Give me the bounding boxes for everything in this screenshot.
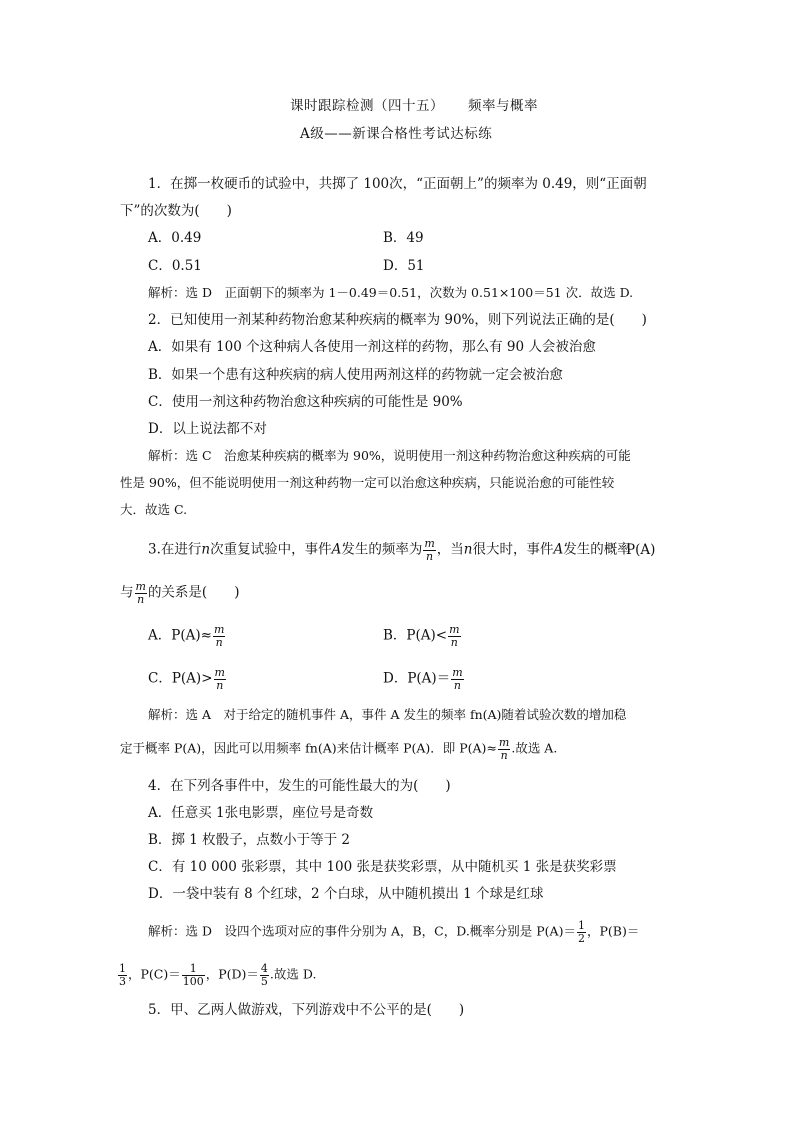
q2-option-b: B．如果一个患有这种疾病的病人使用两剂这样的药物就一定会被治愈	[148, 367, 563, 383]
solution-text: ，P(B)＝	[586, 923, 640, 939]
q2-solution-line3: 大．故选 C.	[120, 502, 188, 517]
solution-text: .故选 D.	[269, 966, 317, 982]
q4-stem: 4．在下列各事件中，发生的可能性最大的为( )	[148, 778, 451, 794]
fraction-denominator: n	[215, 635, 223, 649]
q3-solution-line2	[120, 737, 557, 761]
q1-solution: 解析：选 D 正面朝下的频率为 1－0.49＝0.51，次数为 0.51×100＝51 次．故选 D.	[148, 285, 634, 300]
fraction-denominator: n	[216, 678, 224, 692]
fraction-denominator: 3	[119, 974, 126, 988]
q3-text: 很大时，事件	[472, 541, 554, 558]
q1-stem-line1: 1．在掷一枚硬币的试验中，共掷了 100次，“正面朝上”的频率为 0.49，则“正面朝	[148, 176, 647, 192]
fraction-denominator: n	[450, 635, 458, 649]
q3-pa-label: P(A)	[626, 542, 656, 558]
q3-text: 的关系是( )	[147, 584, 240, 601]
fraction-numerator: m	[213, 623, 225, 636]
fraction-numerator: m	[498, 736, 510, 749]
q3-option-b	[383, 624, 462, 648]
fraction-numerator: m	[452, 666, 463, 679]
q3-option-a	[148, 624, 226, 648]
option-label: D．P(A)＝	[383, 670, 451, 687]
q2-option-d: D．以上说法都不对	[148, 421, 267, 437]
fraction-numerator: 1	[182, 963, 205, 976]
option-label: C．P(A)>	[148, 670, 213, 687]
q3-fraction-m-over-n	[451, 667, 463, 691]
q3-fraction-m-over-n	[498, 737, 510, 761]
q3-stem-line1	[148, 538, 631, 562]
q3-var-a: A	[553, 541, 564, 558]
topic-text: 频率与概率	[468, 98, 538, 114]
q3-fraction-m-over-n	[448, 624, 460, 648]
q5-stem: 5．甲、乙两人做游戏，下列游戏中不公平的是( )	[148, 1002, 465, 1018]
fraction-numerator: m	[449, 623, 460, 636]
q3-fraction-m-over-n	[213, 624, 225, 648]
q2-stem: 2．已知使用一剂某种药物治愈某种疾病的概率为 90%，则下列说法正确的是( )	[148, 312, 647, 328]
q4-solution-line2	[117, 963, 316, 987]
q1-option-a: A．0.49	[148, 230, 202, 246]
fraction-denominator: 100	[182, 974, 204, 988]
q4-option-c: C．有 10 000 张彩票，其中 100 张是获奖彩票，从中随机买 1 张是获奖彩票	[148, 859, 617, 875]
solution-text: 定于概率 P(A)，因此可以用频率 fn(A)来估计概率 P(A)．即 P(A)≈	[120, 740, 497, 756]
q3-option-c	[148, 667, 227, 691]
q4-solution-line1	[148, 920, 639, 944]
fraction-one-hundredth	[182, 963, 205, 987]
fraction-numerator: m	[424, 537, 435, 550]
option-label: B．P(A)<	[383, 627, 448, 644]
fraction-denominator: 2	[577, 931, 585, 945]
q2-solution-line2: 性是 90%，但不能说明使用一剂这种药物一定可以治愈这种疾病，只能说治愈的可能性较	[120, 475, 615, 490]
fraction-denominator: n	[453, 678, 461, 692]
fraction-four-fifths	[260, 963, 269, 987]
q3-var-n: n	[463, 541, 473, 558]
q2-option-c: C．使用一剂这种药物治愈这种疾病的可能性是 90%	[148, 394, 463, 410]
q1-option-b: B．49	[383, 230, 424, 246]
q1-option-d: D．51	[383, 258, 425, 274]
solution-text: .故选 A.	[511, 740, 558, 756]
q3-solution-line1: 解析：选 A 对于给定的随机事件 A，事件 A 发生的频率 fn(A)随着试验次数的增加稳	[148, 707, 627, 722]
q4-option-d: D．一袋中装有 8 个红球，2 个白球，从中随机摸出 1 个球是红球	[148, 886, 544, 902]
fraction-denominator: n	[426, 549, 434, 563]
fraction-numerator: 1	[577, 919, 585, 932]
q3-fraction-m-over-n	[214, 667, 226, 691]
q2-solution-line1: 解析：选 C 治愈某种疾病的概率为 90%，说明使用一剂这种药物治愈这种疾病的可能	[148, 448, 631, 463]
q4-option-a: A．任意买 1张电影票，座位号是奇数	[148, 805, 374, 821]
worksheet-subtitle: A级——新课合格性考试达标练	[300, 126, 493, 142]
fraction-one-third	[118, 963, 127, 987]
fraction-one-half	[577, 920, 586, 944]
q3-text: 次重复试验中，事件	[210, 541, 332, 558]
fraction-denominator: 5	[260, 974, 268, 988]
fraction-numerator: m	[214, 666, 225, 679]
q3-text: 3.在进行	[148, 541, 202, 558]
fraction-numerator: 1	[119, 962, 126, 975]
q2-option-a: A．如果有 100 个这种病人各使用一剂这样的药物，那么有 90 人会被治愈	[148, 339, 596, 355]
solution-text: ，P(D)＝	[205, 966, 259, 982]
option-label: A．P(A)≈	[148, 627, 212, 644]
q3-text: 发生的频率为	[341, 541, 423, 558]
q3-stem-line2	[120, 581, 239, 605]
title-text: 课时跟踪检测（四十五）	[290, 98, 444, 114]
q3-fraction-m-over-n	[423, 538, 435, 562]
fraction-denominator: n	[137, 592, 145, 606]
q3-text: ，当	[436, 541, 464, 558]
q3-text: 与	[120, 584, 134, 601]
q3-fraction-m-over-n	[135, 581, 147, 605]
fraction-denominator: n	[500, 748, 508, 762]
q3-var-a: A	[331, 541, 342, 558]
q1-option-c: C．0.51	[148, 258, 202, 274]
q3-var-n: n	[201, 541, 211, 558]
q3-text: 发生的概率	[563, 541, 631, 558]
q1-stem-line2: 下”的次数为( )	[120, 203, 232, 219]
q3-option-d	[383, 667, 465, 691]
fraction-numerator: m	[135, 580, 146, 593]
q4-option-b: B．掷 1 枚骰子，点数小于等于 2	[148, 832, 350, 848]
solution-text: 解析：选 D 设四个选项对应的事件分别为 A，B，C，D.概率分别是 P(A)＝	[148, 923, 576, 939]
worksheet-title	[290, 96, 538, 116]
fraction-numerator: 4	[260, 962, 268, 975]
solution-text: ，P(C)＝	[128, 966, 181, 982]
